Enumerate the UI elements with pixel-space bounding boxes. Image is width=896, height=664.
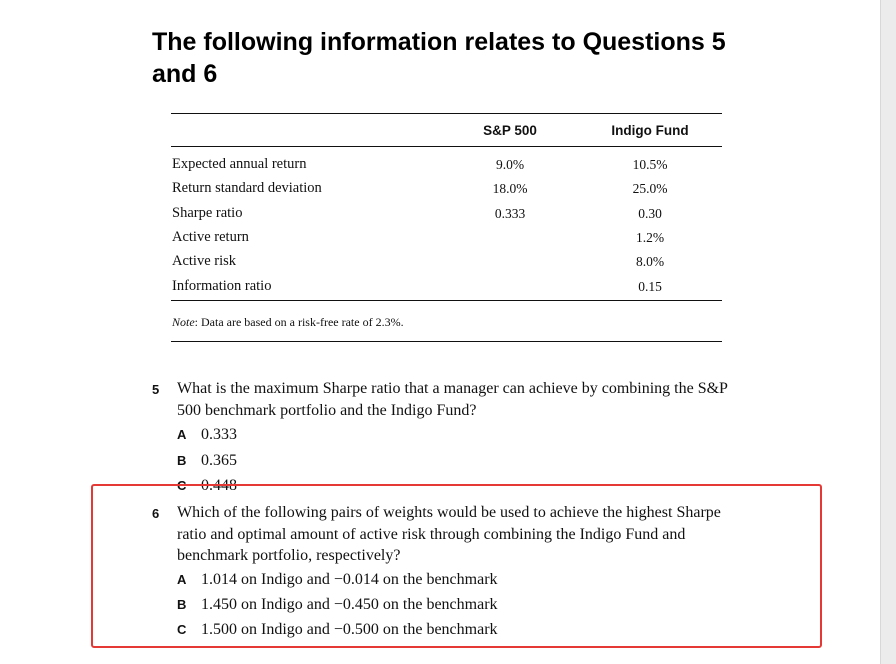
option-letter: C <box>177 622 187 637</box>
row-label: Active risk <box>172 253 237 269</box>
question-5-option-b[interactable] <box>177 452 237 474</box>
option-text: 1.014 on Indigo and −0.014 on the benchmark <box>201 571 498 588</box>
row-label: Information ratio <box>172 278 272 294</box>
sp500-value: 18.0% <box>492 181 528 196</box>
question-5-option-a[interactable] <box>177 426 237 448</box>
question-6-option-c[interactable] <box>177 621 498 643</box>
option-letter: B <box>177 453 187 468</box>
question-5-text: What is the maximum Sharpe ratio that a manager can achieve by combining the S&P 500 benchmark portfolio and the Indigo Fund? <box>177 380 728 419</box>
table-bottom-rule <box>171 300 722 301</box>
vertical-scrollbar[interactable] <box>880 0 896 664</box>
sp500-value: 9.0% <box>495 157 525 172</box>
option-text: 1.450 on Indigo and −0.450 on the benchmark <box>201 596 498 613</box>
table-top-rule <box>171 113 722 114</box>
note-bottom-rule <box>171 341 722 342</box>
option-text: 0.365 <box>201 452 237 469</box>
column-header-sp500: S&P 500 <box>483 123 537 138</box>
option-letter: A <box>177 572 187 587</box>
indigo-value: 1.2% <box>635 230 665 245</box>
table-note <box>172 315 404 330</box>
row-label: Return standard deviation <box>172 180 322 196</box>
indigo-value: 10.5% <box>632 157 668 172</box>
option-text: 0.448 <box>201 477 237 494</box>
question-6-text: Which of the following pairs of weights would be used to achieve the highest Sharpe ratio and optimal amount of active risk through combining the Indigo Fund and benchmark portfolio, respectively? <box>177 504 721 564</box>
page-title: The following information relates to Questions 5 and 6 <box>152 28 726 88</box>
row-label: Expected annual return <box>172 156 307 172</box>
row-label: Active return <box>172 229 249 245</box>
question-6-number: 6 <box>152 506 160 521</box>
indigo-value: 25.0% <box>632 181 668 196</box>
option-letter: A <box>177 427 187 442</box>
option-letter: B <box>177 597 187 612</box>
table-header-rule <box>171 146 722 147</box>
option-text: 0.333 <box>201 426 237 443</box>
row-label: Sharpe ratio <box>172 205 243 221</box>
note-label: Note <box>172 315 195 329</box>
indigo-value: 8.0% <box>635 254 665 269</box>
column-header-indigo: Indigo Fund <box>611 123 689 138</box>
question-6-option-b[interactable] <box>177 596 498 618</box>
indigo-value: 0.15 <box>638 279 662 294</box>
sp500-value: 0.333 <box>494 206 526 221</box>
option-text: 1.500 on Indigo and −0.500 on the benchmark <box>201 621 498 638</box>
option-letter: C <box>177 478 187 493</box>
indigo-value: 0.30 <box>638 206 662 221</box>
note-text: : Data are based on a risk-free rate of 2.3%. <box>194 315 404 329</box>
question-5-number: 5 <box>152 382 160 397</box>
question-6-option-a[interactable] <box>177 571 498 593</box>
